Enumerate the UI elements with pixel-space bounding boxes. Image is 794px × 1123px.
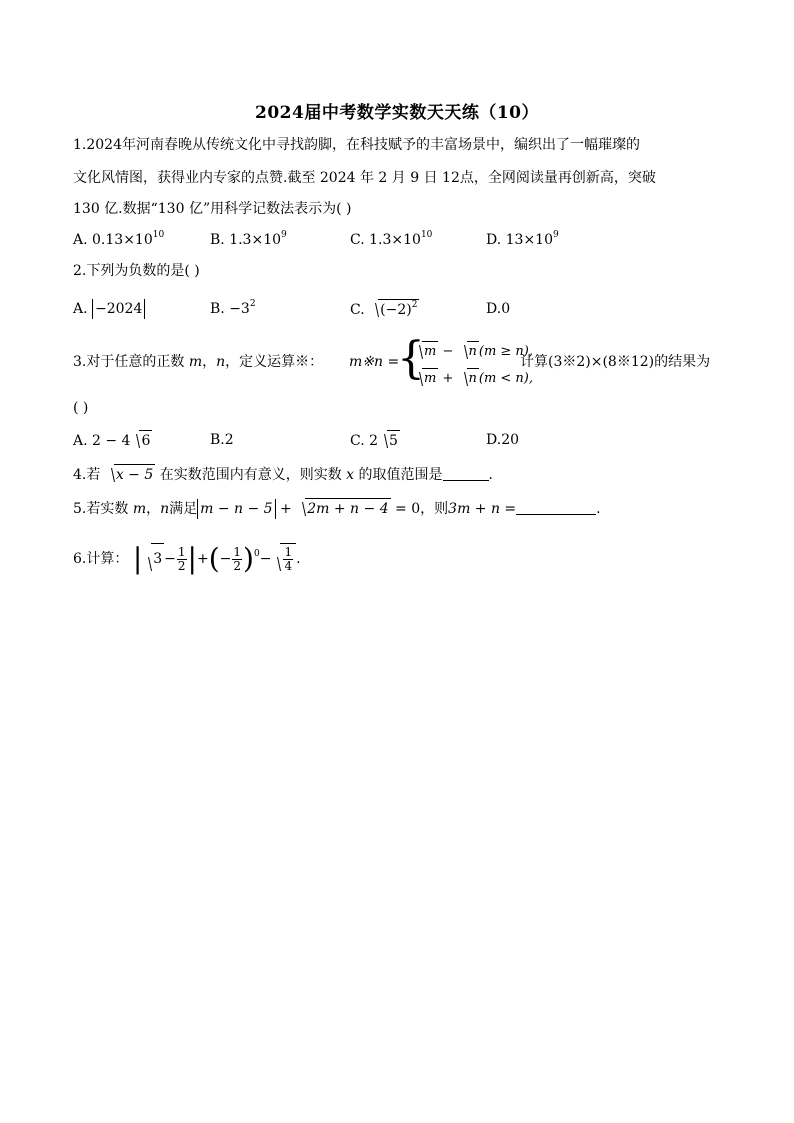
option-label: D. <box>486 432 502 448</box>
fraction: $\frac{1}{4}$ <box>284 544 293 573</box>
q1-line-2: 文化风情图，获得业内专家的点赞.截至 2024 年 2 月 9 日 12点，全网阅读量再创新高，突破 <box>73 170 656 186</box>
square-root: 6 <box>130 430 152 451</box>
q3-case-2: m + n (m < n), <box>413 368 533 389</box>
absolute-value: −2024 <box>92 299 145 319</box>
q3-stem <box>73 352 323 372</box>
var-m: m <box>188 354 203 370</box>
option-exponent: 10 <box>420 230 433 240</box>
answer-blank[interactable] <box>516 514 596 515</box>
power-base: −3 <box>229 301 250 317</box>
q3-option-a[interactable]: A. 2 − 4 6 <box>73 430 152 451</box>
option-label: A. <box>73 433 88 449</box>
q3-stem-pre: 3.对于任意的正数 <box>73 354 185 370</box>
q2-option-a[interactable] <box>73 299 145 319</box>
option-label: C. <box>350 232 365 248</box>
option-label: D. <box>486 301 502 317</box>
option-mantissa: 1.3×10 <box>229 232 282 248</box>
q1-line-1: 1.2024年河南春晚从传统文化中寻找韵脚，在科技赋予的丰富场景中，编织出了一幅璀璨的 <box>73 137 640 153</box>
option-label: B. <box>210 232 225 248</box>
q1-option-b[interactable] <box>210 230 287 250</box>
option-exponent: 9 <box>553 230 559 240</box>
q2-stem: 2.下列为负数的是( ) <box>73 263 200 279</box>
q3-definition-lhs: m※n = <box>349 354 400 370</box>
square-root: x − 5 <box>105 464 155 485</box>
comma: ， <box>202 354 217 370</box>
option-label: C. <box>350 433 365 449</box>
square-root <box>271 543 296 574</box>
var-x: x <box>346 467 355 483</box>
square-root: 5 <box>378 430 400 451</box>
option-label: C. <box>350 302 365 318</box>
option-exponent: 9 <box>281 230 287 240</box>
q5-stem: 5.若实数 m，n满足 m − n − 5 + 2m + n − 4 = 0，则3m + n = . <box>73 498 601 519</box>
option-label: A. <box>73 232 88 248</box>
absolute-value: m − n − 5 <box>197 499 275 519</box>
left-brace: { <box>397 333 425 384</box>
var-n: n <box>160 501 170 517</box>
option-label: D. <box>486 232 502 248</box>
q2-option-c[interactable] <box>350 299 419 320</box>
square-root: m <box>413 341 438 362</box>
q2-option-d[interactable] <box>486 299 510 319</box>
square-root: n <box>458 341 479 362</box>
page-title: 2024届中考数学实数天天练（10） <box>255 103 539 123</box>
option-mantissa: 13×10 <box>505 232 553 248</box>
var-n: n <box>216 354 226 370</box>
square-root: 3 <box>142 543 164 574</box>
radicand-exponent: 2 <box>411 300 418 310</box>
option-exponent: 10 <box>152 230 165 240</box>
square-root <box>369 299 419 320</box>
q2-option-b[interactable] <box>210 299 256 319</box>
q1-option-a[interactable] <box>73 230 164 250</box>
option-label: A. <box>73 301 88 317</box>
var-m: m <box>132 501 147 517</box>
square-root: 2m + n − 4 <box>296 498 390 519</box>
option-mantissa: 0.13×10 <box>92 232 153 248</box>
option-label: B. <box>210 301 225 317</box>
q3-stem-mid: ，定义运算※： <box>225 354 324 370</box>
q3-option-d[interactable]: D.20 <box>486 432 520 448</box>
fraction: $\frac{1}{2}$ <box>233 544 242 573</box>
q1-option-c[interactable] <box>350 230 432 250</box>
power-exponent: 0 <box>253 549 260 559</box>
square-root: m <box>413 368 438 389</box>
q3-stem-post: 计算(3※2)×(8※12)的结果为 <box>520 354 711 370</box>
q4-stem: 4.若 x − 5 在实数范围内有意义，则实数 x 的取值范围是 . <box>73 464 493 485</box>
q3-case-1: m − n (m ≥ n), <box>413 341 533 362</box>
power-exponent: 2 <box>249 299 256 309</box>
q1-option-d[interactable] <box>486 230 559 250</box>
fraction: $\frac{1}{2}$ <box>177 544 186 573</box>
square-root: n <box>458 368 479 389</box>
option-value: 0 <box>501 301 511 317</box>
q1-line-3: 130 亿.数据“130 亿”用科学记数法表示为( ) <box>73 201 352 217</box>
option-label: B. <box>210 432 225 448</box>
radicand: (−2) <box>380 302 412 318</box>
q6-stem: 6.计算： | 3 − $\frac{1}{2}$ |+(− $\frac{1}{2}$ )$^0$− $\frac{1}{4}$ . <box>73 542 301 575</box>
q3-option-c[interactable]: C. 2 5 <box>350 430 400 451</box>
q3-answer-paren: ( ) <box>73 400 89 416</box>
option-mantissa: 1.3×10 <box>369 232 421 248</box>
q3-option-b[interactable]: B.2 <box>210 432 234 448</box>
answer-blank[interactable] <box>443 480 489 481</box>
